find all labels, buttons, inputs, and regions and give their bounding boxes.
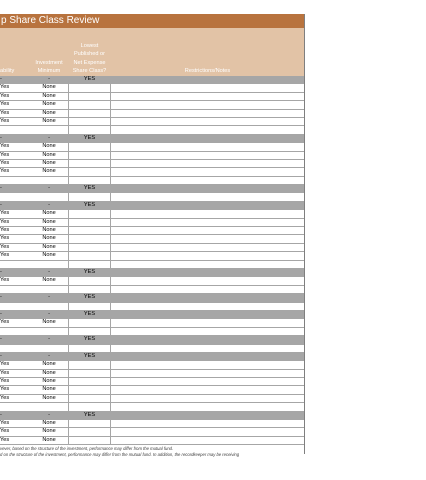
availability-cell[interactable] (0, 261, 30, 268)
section-row (0, 185, 304, 193)
spacer-row (0, 328, 304, 336)
section-row (0, 135, 304, 143)
share-class-cell[interactable] (68, 210, 111, 217)
investment-minimum-cell[interactable]: None (42, 436, 56, 443)
notes-cell[interactable] (111, 143, 304, 150)
investment-minimum-cell[interactable]: None (42, 151, 56, 158)
spacer-row (0, 177, 304, 185)
investment-minimum-cell[interactable]: - (48, 336, 50, 343)
footnote-line: vever, based on the structure of the investment, performance may differ from the mutual fund. (0, 446, 174, 451)
investment-minimum-cell[interactable]: None (42, 143, 56, 150)
share-class-cell[interactable] (68, 395, 111, 402)
notes-cell[interactable] (111, 277, 304, 284)
availability-cell[interactable]: Yes (0, 92, 10, 99)
availability-cell[interactable]: Yes (0, 117, 10, 124)
section-row (0, 353, 304, 361)
investment-minimum-cell[interactable]: None (42, 235, 56, 242)
availability-cell[interactable]: Yes (0, 386, 10, 393)
section-row (0, 412, 304, 420)
share-class-cell[interactable]: YES (68, 294, 111, 301)
investment-minimum-cell[interactable]: None (42, 159, 56, 166)
share-class-cell[interactable]: YES (68, 412, 111, 419)
notes-cell[interactable] (111, 437, 304, 444)
notes-cell[interactable] (111, 193, 304, 200)
table-row (0, 110, 304, 118)
share-class-cell[interactable] (68, 110, 111, 117)
investment-minimum-cell[interactable]: None (42, 84, 56, 91)
header-availability-label: ability (0, 68, 15, 75)
notes-cell[interactable] (111, 110, 304, 117)
availability-cell[interactable] (0, 177, 30, 184)
availability-cell[interactable]: - (0, 201, 2, 208)
share-class-cell[interactable]: YES (68, 185, 111, 192)
notes-cell[interactable] (111, 336, 304, 343)
investment-minimum-cell[interactable]: None (42, 252, 56, 259)
notes-cell[interactable] (111, 227, 304, 234)
share-class-cell[interactable] (68, 252, 111, 259)
share-class-cell[interactable] (68, 93, 111, 100)
investment-minimum-cell[interactable] (30, 345, 68, 352)
spacer-row (0, 345, 304, 353)
notes-cell[interactable] (111, 244, 304, 251)
notes-cell[interactable] (111, 386, 304, 393)
availability-cell[interactable]: - (0, 411, 2, 418)
share-class-cell[interactable] (68, 420, 111, 427)
availability-cell[interactable]: Yes (0, 151, 10, 158)
investment-minimum-cell[interactable]: - (48, 185, 50, 192)
investment-minimum-cell[interactable]: - (48, 352, 50, 359)
availability-cell[interactable]: Yes (0, 369, 10, 376)
header-line: Published or (73, 51, 106, 58)
availability-cell[interactable]: Yes (0, 109, 10, 116)
availability-cell[interactable]: Yes (0, 218, 10, 225)
header-restrictions-label: Restrictions/Notes (184, 68, 231, 75)
share-class-cell[interactable] (68, 261, 111, 268)
investment-minimum-cell[interactable] (30, 328, 68, 335)
availability-cell[interactable]: - (0, 185, 2, 192)
table-row (0, 93, 304, 101)
spacer-row (0, 286, 304, 294)
notes-cell[interactable] (111, 185, 304, 192)
notes-cell[interactable] (111, 311, 304, 318)
availability-cell[interactable]: Yes (0, 361, 10, 368)
notes-cell[interactable] (111, 252, 304, 259)
table-row (0, 378, 304, 386)
investment-minimum-cell[interactable]: - (48, 411, 50, 418)
availability-cell[interactable]: Yes (0, 159, 10, 166)
investment-minimum-cell[interactable]: None (42, 227, 56, 234)
investment-minimum-cell[interactable]: None (42, 109, 56, 116)
table-row (0, 101, 304, 109)
notes-cell[interactable] (111, 328, 304, 335)
header-availability (0, 67, 30, 76)
investment-minimum-cell[interactable]: None (42, 168, 56, 175)
notes-cell[interactable] (111, 168, 304, 175)
investment-minimum-cell[interactable]: None (42, 394, 56, 401)
sheet-title: p Share Class Review (0, 14, 304, 28)
notes-cell[interactable] (111, 235, 304, 242)
spacer-row (0, 126, 304, 134)
availability-cell[interactable]: Yes (0, 84, 10, 91)
share-class-cell[interactable] (68, 118, 111, 125)
table-header (0, 28, 304, 76)
header-lowest-share-class (68, 42, 111, 76)
share-class-cell[interactable]: YES (68, 336, 111, 343)
availability-cell[interactable] (0, 193, 30, 200)
notes-cell[interactable] (111, 84, 304, 91)
share-class-cell[interactable] (68, 345, 111, 352)
investment-minimum-cell[interactable]: None (42, 361, 56, 368)
share-class-cell[interactable] (68, 101, 111, 108)
investment-minimum-cell[interactable]: None (42, 243, 56, 250)
notes-cell[interactable] (111, 403, 304, 410)
share-class-cell[interactable] (68, 244, 111, 251)
notes-cell[interactable] (111, 118, 304, 125)
notes-cell[interactable] (111, 370, 304, 377)
notes-cell[interactable] (111, 126, 304, 133)
investment-minimum-cell[interactable] (30, 126, 68, 133)
availability-cell[interactable] (0, 286, 30, 293)
investment-minimum-cell[interactable]: - (48, 134, 50, 141)
notes-cell[interactable] (111, 202, 304, 209)
availability-cell[interactable] (0, 403, 30, 410)
header-restrictions-notes (111, 67, 304, 76)
notes-cell[interactable] (111, 361, 304, 368)
notes-cell[interactable] (111, 412, 304, 419)
share-class-cell[interactable] (68, 193, 111, 200)
notes-cell[interactable] (111, 219, 304, 226)
section-row (0, 269, 304, 277)
header-line: Minimum (37, 68, 61, 75)
table-row (0, 160, 304, 168)
section-row (0, 336, 304, 344)
notes-cell[interactable] (111, 93, 304, 100)
notes-cell[interactable] (111, 152, 304, 159)
investment-minimum-cell[interactable] (30, 403, 68, 410)
availability-cell[interactable]: Yes (0, 277, 10, 284)
investment-minimum-cell[interactable]: None (42, 420, 56, 427)
availability-cell[interactable]: - (0, 336, 2, 343)
investment-minimum-cell[interactable]: None (42, 378, 56, 385)
availability-cell[interactable]: Yes (0, 420, 10, 427)
investment-minimum-cell[interactable] (30, 286, 68, 293)
table-row (0, 152, 304, 160)
availability-cell[interactable]: Yes (0, 394, 10, 401)
notes-cell[interactable] (111, 261, 304, 268)
table-row (0, 386, 304, 394)
section-row (0, 294, 304, 302)
spacer-row (0, 193, 304, 201)
share-class-cell[interactable] (68, 177, 111, 184)
availability-cell[interactable]: Yes (0, 235, 10, 242)
spacer-row (0, 261, 304, 269)
availability-cell[interactable]: - (0, 310, 2, 317)
investment-minimum-cell[interactable] (30, 303, 68, 310)
availability-cell[interactable]: Yes (0, 436, 10, 443)
share-class-cell[interactable] (68, 84, 111, 91)
availability-cell[interactable]: - (0, 352, 2, 359)
share-class-cell[interactable] (68, 378, 111, 385)
investment-minimum-cell[interactable]: None (42, 101, 56, 108)
table-row (0, 395, 304, 403)
investment-minimum-cell[interactable]: None (42, 319, 56, 326)
footnotes (0, 446, 304, 458)
share-class-cell[interactable] (68, 227, 111, 234)
investment-minimum-cell[interactable]: None (42, 428, 56, 435)
availability-cell[interactable]: - (0, 268, 2, 275)
table-row (0, 319, 304, 327)
investment-minimum-cell[interactable]: - (48, 294, 50, 301)
share-class-cell[interactable]: YES (68, 269, 111, 276)
notes-cell[interactable] (111, 160, 304, 167)
investment-minimum-cell[interactable]: None (42, 117, 56, 124)
table-row (0, 361, 304, 369)
availability-cell[interactable] (0, 328, 30, 335)
investment-minimum-cell[interactable] (30, 193, 68, 200)
header-line: Share Class? (72, 68, 107, 75)
table-row (0, 219, 304, 227)
spacer-row (0, 303, 304, 311)
header-line: Lowest (80, 42, 99, 49)
table-row (0, 420, 304, 428)
notes-cell[interactable] (111, 345, 304, 352)
availability-cell[interactable]: Yes (0, 143, 10, 150)
share-class-cell[interactable] (68, 235, 111, 242)
share-class-cell[interactable]: YES (68, 353, 111, 360)
table-row (0, 244, 304, 252)
notes-cell[interactable] (111, 303, 304, 310)
share-class-cell[interactable] (68, 386, 111, 393)
availability-cell[interactable]: - (0, 294, 2, 301)
share-class-cell[interactable] (68, 437, 111, 444)
availability-cell[interactable]: Yes (0, 378, 10, 385)
investment-minimum-cell[interactable]: None (42, 277, 56, 284)
share-class-cell[interactable] (68, 219, 111, 226)
investment-minimum-cell[interactable] (30, 177, 68, 184)
availability-cell[interactable] (0, 345, 30, 352)
availability-cell[interactable]: Yes (0, 243, 10, 250)
table-row (0, 235, 304, 243)
availability-cell[interactable] (0, 303, 30, 310)
investment-minimum-cell[interactable]: None (42, 369, 56, 376)
investment-minimum-cell[interactable]: None (42, 218, 56, 225)
notes-cell[interactable] (111, 286, 304, 293)
table-row (0, 118, 304, 126)
table-row (0, 428, 304, 436)
availability-cell[interactable]: Yes (0, 168, 10, 175)
share-class-cell[interactable] (68, 160, 111, 167)
notes-cell[interactable] (111, 420, 304, 427)
investment-minimum-cell[interactable]: None (42, 386, 56, 393)
section-row (0, 202, 304, 210)
availability-cell[interactable]: Yes (0, 319, 10, 326)
share-class-cell[interactable]: YES (68, 76, 111, 83)
table-row (0, 277, 304, 285)
footnote-line: d on the structure of the investment, performance may differ from the mutual fund. In addition, the recordkeeper may be receiving (0, 452, 240, 458)
header-line: Investment (35, 59, 63, 66)
table-row (0, 370, 304, 378)
notes-cell[interactable] (111, 395, 304, 402)
notes-cell[interactable] (111, 101, 304, 108)
share-class-cell[interactable]: YES (68, 202, 111, 209)
availability-cell[interactable]: - (0, 76, 2, 82)
table-row (0, 437, 304, 445)
investment-minimum-cell[interactable]: None (42, 210, 56, 217)
section-row (0, 311, 304, 319)
share-class-cell[interactable] (68, 152, 111, 159)
notes-cell[interactable] (111, 135, 304, 142)
share-class-cell[interactable]: YES (68, 311, 111, 318)
share-class-cell[interactable] (68, 328, 111, 335)
notes-cell[interactable] (111, 378, 304, 385)
notes-cell[interactable] (111, 294, 304, 301)
availability-cell[interactable]: - (0, 134, 2, 141)
table-row (0, 227, 304, 235)
share-class-cell[interactable] (68, 361, 111, 368)
availability-cell[interactable]: Yes (0, 101, 10, 108)
availability-cell[interactable]: Yes (0, 210, 10, 217)
share-class-cell[interactable]: YES (68, 135, 111, 142)
header-line: Net Expense (73, 59, 106, 66)
share-class-cell[interactable] (68, 403, 111, 410)
table-row (0, 252, 304, 260)
investment-minimum-cell[interactable] (30, 261, 68, 268)
investment-minimum-cell[interactable]: - (48, 268, 50, 275)
table-row (0, 143, 304, 151)
notes-cell[interactable] (111, 177, 304, 184)
share-class-cell[interactable] (68, 319, 111, 326)
notes-cell[interactable] (111, 210, 304, 217)
availability-cell[interactable] (0, 126, 30, 133)
header-investment-minimum (30, 59, 68, 76)
notes-cell[interactable] (111, 319, 304, 326)
notes-cell[interactable] (111, 269, 304, 276)
share-class-cell[interactable] (68, 143, 111, 150)
table-row (0, 84, 304, 92)
section-row (0, 76, 304, 84)
investment-minimum-cell[interactable]: None (42, 92, 56, 99)
availability-cell[interactable]: Yes (0, 227, 10, 234)
share-class-cell[interactable] (68, 168, 111, 175)
share-class-cell[interactable] (68, 370, 111, 377)
notes-cell[interactable] (111, 353, 304, 360)
spacer-row (0, 403, 304, 411)
notes-cell[interactable] (111, 76, 304, 83)
investment-minimum-cell[interactable]: - (48, 201, 50, 208)
table-row (0, 210, 304, 218)
spreadsheet (0, 14, 305, 458)
share-class-cell[interactable] (68, 286, 111, 293)
share-class-cell[interactable] (68, 303, 111, 310)
investment-minimum-cell[interactable]: - (48, 76, 50, 82)
table-row (0, 168, 304, 176)
availability-cell[interactable]: Yes (0, 428, 10, 435)
notes-cell[interactable] (111, 428, 304, 435)
share-class-cell[interactable] (68, 126, 111, 133)
availability-cell[interactable]: Yes (0, 252, 10, 259)
share-class-cell[interactable] (68, 277, 111, 284)
share-class-cell[interactable] (68, 428, 111, 435)
table-body (0, 76, 304, 445)
investment-minimum-cell[interactable]: - (48, 310, 50, 317)
